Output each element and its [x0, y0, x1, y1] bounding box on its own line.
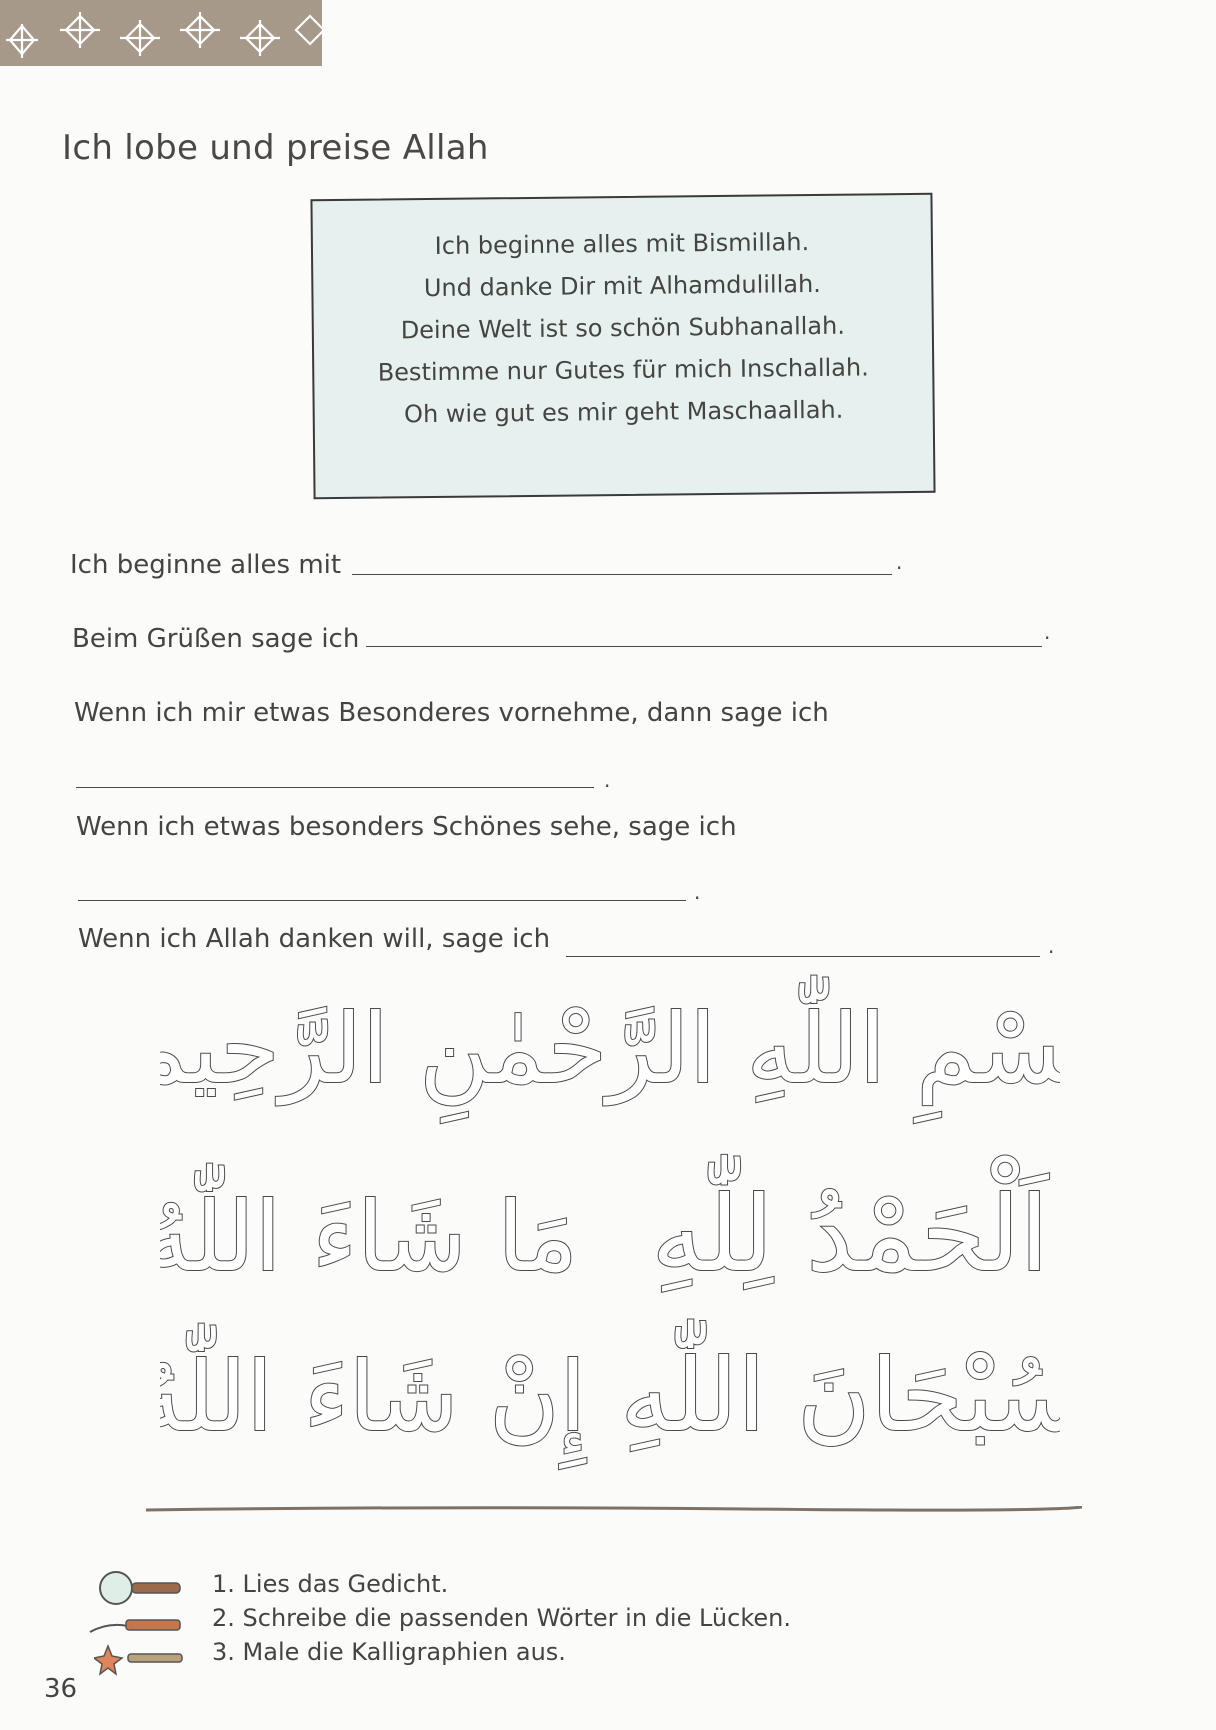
- poem-box: [310, 193, 935, 499]
- poem-line: Deine Welt ist so schön Subhanallah.: [400, 311, 846, 345]
- pen-icon: [88, 1612, 184, 1642]
- exercise-prompt: Wenn ich etwas besonders Schönes sehe, sage ich: [76, 812, 737, 842]
- calligraphy-alhamdulillah[interactable]: اَلْحَمْدُ لِلّٰهِ: [651, 1173, 1049, 1295]
- calligraphy-subhanallah[interactable]: سُبْحَانَ اللّٰهِ: [620, 1337, 1060, 1454]
- poem-line: Und danke Dir mit Alhamdulillah.: [423, 269, 822, 303]
- exercise-prompt: Beim Grüßen sage ich: [72, 624, 360, 654]
- poem-line: Ich beginne alles mit Bismillah.: [434, 228, 810, 260]
- page-number: 36: [44, 1674, 78, 1704]
- calligraphy-coloring-area[interactable]: [160, 970, 1060, 1494]
- answer-blank[interactable]: [76, 765, 594, 788]
- task-item: 2. Schreibe die passenden Wörter in die Lücken.: [212, 1604, 791, 1632]
- sentence-period: .: [694, 880, 701, 904]
- calligraphy-mashallah[interactable]: مَا شَاءَ اللّٰهُ: [160, 1181, 578, 1293]
- decorative-star-banner: [0, 0, 322, 66]
- sentence-period: .: [896, 550, 903, 574]
- sentence-period: .: [1044, 620, 1051, 644]
- answer-blank[interactable]: [352, 552, 892, 575]
- sentence-period: .: [604, 768, 611, 792]
- brush-icon: [94, 1642, 186, 1680]
- magnifier-icon: [96, 1568, 186, 1612]
- exercise-prompt: Wenn ich Allah danken will, sage ich: [78, 924, 551, 954]
- task-item: 1. Lies das Gedicht.: [212, 1570, 449, 1598]
- calligraphy-inshallah[interactable]: إِنْ شَاءَ اللّٰهُ: [160, 1341, 587, 1453]
- exercise-prompt: Wenn ich mir etwas Besonderes vornehme, dann sage ich: [74, 698, 829, 728]
- poem-line: Oh wie gut es mir geht Maschaallah.: [403, 395, 844, 429]
- task-item: 3. Male die Kalligraphien aus.: [212, 1638, 566, 1666]
- answer-blank[interactable]: [566, 934, 1040, 957]
- sentence-period: .: [1048, 934, 1055, 958]
- answer-blank[interactable]: [78, 878, 686, 901]
- page-title: Ich lobe und preise Allah: [62, 128, 489, 168]
- answer-blank[interactable]: [366, 624, 1042, 647]
- section-divider: [146, 1497, 1082, 1503]
- exercise-prompt: Ich beginne alles mit: [70, 550, 342, 580]
- calligraphy-basmala[interactable]: بِسْمِ اللّٰهِ الرَّحْمٰنِ الرَّحِيمِ: [160, 993, 1060, 1105]
- poem-line: Bestimme nur Gutes für mich Inschallah.: [377, 353, 869, 387]
